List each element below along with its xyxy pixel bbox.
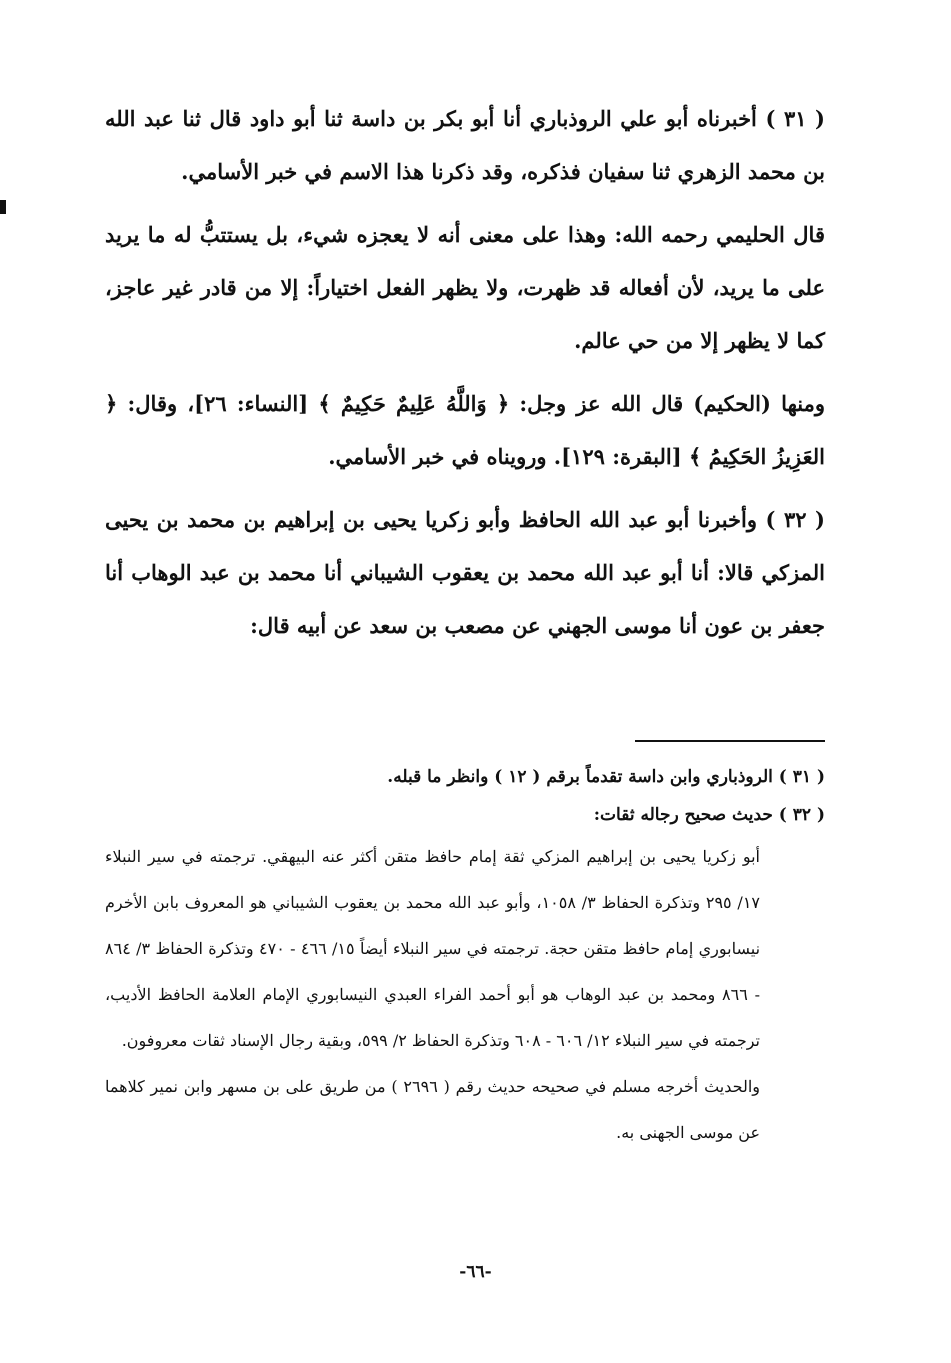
paragraph-hakim: ومنها (الحكيم) قال الله عز وجل: ﴿ وَاللَّهُ عَلِيمٌ حَكِيمٌ ﴾ [النساء: ٢٦]، وقال: ﴿ العَزِيزُ الحَكِيمُ ﴾ [البقرة: ١٢٩]. ورويناه في خبر الأسامي. — [105, 391, 825, 469]
footnotes — [105, 758, 825, 1156]
main-text — [105, 92, 825, 662]
footnote-32-tail: والحديث أخرجه مسلم في صحيحه حديث رقم ( ٢٦٩٦ ) من طريق على بن مسهر وابن نمير كلاهما عن موسى الجهنى به. — [105, 1077, 761, 1142]
footnote-32-title: ( ٣٢ ) حديث صحيح رجاله ثقات: — [593, 805, 825, 825]
paragraph-31: ( ٣١ ) أخبرناه أبو علي الروذباري أنا أبو بكر بن داسة ثنا أبو داود قال ثنا عبد الله بن محمد الزهري ثنا سفيان فذكره، وقد ذكرنا هذا الاسم في خبر الأسامي. — [105, 106, 825, 184]
footnote-separator — [635, 740, 825, 742]
scan-edge-mark — [0, 200, 6, 214]
footnote-31: ( ٣١ ) الروذباري وابن داسة تقدماً برقم ( ١٢ ) وانظر ما قبله. — [387, 767, 825, 787]
page-number: -٦٦- — [459, 1262, 492, 1282]
paragraph-halimi: قال الحليمي رحمه الله: وهذا على معنى أنه لا يعجزه شيء، بل يستتبُّ له ما يريد على ما يريد، لأن أفعاله قد ظهرت، ولا يظهر الفعل اختياراً: إلا من قادر غير عاجز، كما لا يظهر إلا من حي عالم. — [105, 222, 825, 353]
footnote-32-body: أبو زكريا يحيى بن إبراهيم المزكي ثقة إمام حافظ متقن أكثر عنه البيهقي. ترجمته في سير النبلاء ١٧/ ٢٩٥ وتذكرة الحفاظ ٣/ ١٠٥٨، وأبو عبد الله محمد بن يعقوب الشيباني هو المعروف بابن الأخرم نيسابوري إمام حافظ متقن حجة. ترجمته في سير النبلاء أيضاً ١٥/ ٤٦٦ - ٤٧٠ وتذكرة الحفاظ ٣/ ٨٦٤ - ٨٦٦ ومحمد بن عبد الوهاب هو أبو أحمد الفراء العبدي النيسابوري الإمام العلامة الحافظ الأديب، ترجمته في سير النبلاء ١٢/ ٦٠٦ - ٦٠٨ وتذكرة الحفاظ ٢/ ٥٩٩، وبقية رجال الإسناد ثقات معروفون. — [105, 847, 761, 1050]
paragraph-32: ( ٣٢ ) وأخبرنا أبو عبد الله الحافظ وأبو زكريا يحيى بن إبراهيم بن محمد بن يحيى المزكي قالا: أنا أبو عبد الله محمد بن يعقوب الشيباني أنا محمد بن عبد الوهاب أنا جعفر بن عون أنا موسى الجهني عن مصعب بن سعد عن أبيه قال: — [105, 507, 825, 638]
